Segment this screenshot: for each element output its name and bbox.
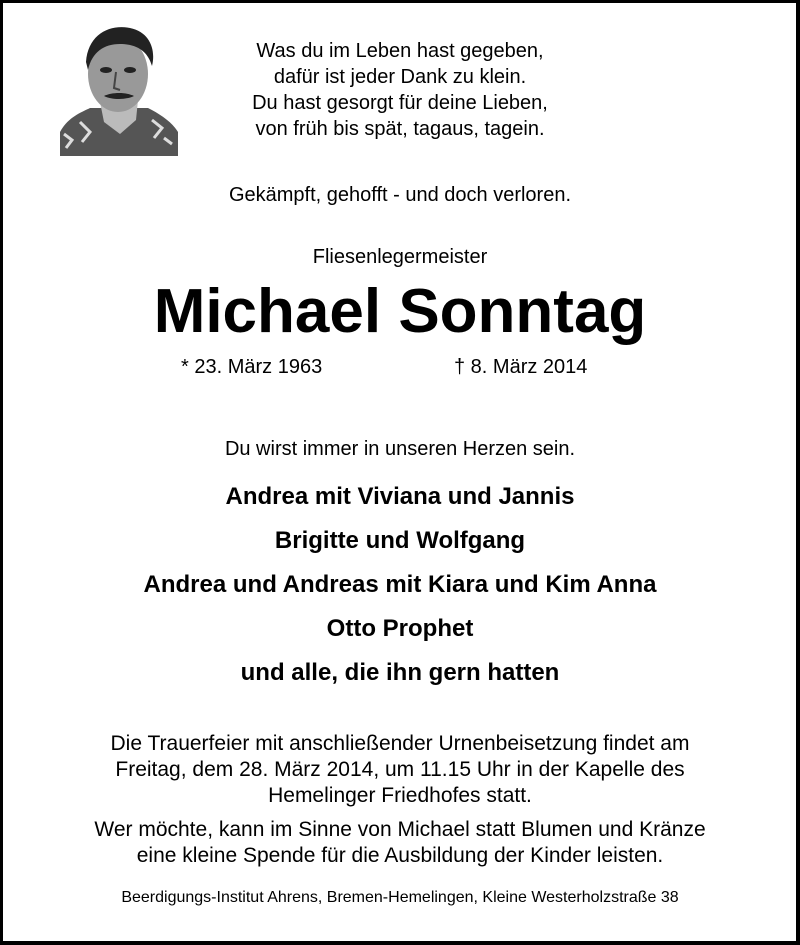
motto: Gekämpft, gehofft - und doch verloren.: [228, 184, 572, 206]
heart-line: Du wirst immer in unseren Herzen sein.: [224, 438, 576, 460]
ceremony-line: Die Trauerfeier mit anschließender Urnenbeisetzung findet am: [110, 732, 690, 755]
profession: Fliesenlegermeister: [312, 246, 488, 268]
ceremony-info: [0, 731, 800, 809]
poem-line: dafür ist jeder Dank zu klein.: [273, 66, 527, 88]
mourner: und alle, die ihn gern hatten: [240, 659, 560, 686]
funeral-home: Beerdigungs-Institut Ahrens, Bremen-Hemelingen, Kleine Westerholzstraße 38: [121, 889, 679, 906]
death-date: † 8. März 2014: [454, 356, 588, 378]
portrait-photo: [60, 22, 178, 156]
donation-line: Wer möchte, kann im Sinne von Michael statt Blumen und Kränze: [94, 818, 706, 841]
ceremony-line: Freitag, dem 28. März 2014, um 11.15 Uhr in der Kapelle des: [115, 758, 685, 781]
mourner: Andrea mit Viviana und Jannis: [225, 483, 575, 510]
mourner: Brigitte und Wolfgang: [274, 527, 526, 554]
poem-line: Du hast gesorgt für deine Lieben,: [252, 92, 548, 114]
mourner: Andrea und Andreas mit Kiara und Kim Anna: [143, 571, 657, 598]
poem-line: von früh bis spät, tagaus, tagein.: [255, 118, 545, 140]
mourner: Otto Prophet: [326, 615, 474, 642]
birth-date: * 23. März 1963: [181, 356, 323, 378]
deceased-name: Michael Sonntag: [153, 277, 647, 346]
memorial-poem: [200, 38, 600, 142]
donation-info: [0, 817, 800, 869]
donation-line: eine kleine Spende für die Ausbildung der Kinder leisten.: [136, 844, 664, 867]
poem-line: Was du im Leben hast gegeben,: [256, 40, 544, 62]
ceremony-line: Hemelinger Friedhofes statt.: [268, 784, 532, 807]
